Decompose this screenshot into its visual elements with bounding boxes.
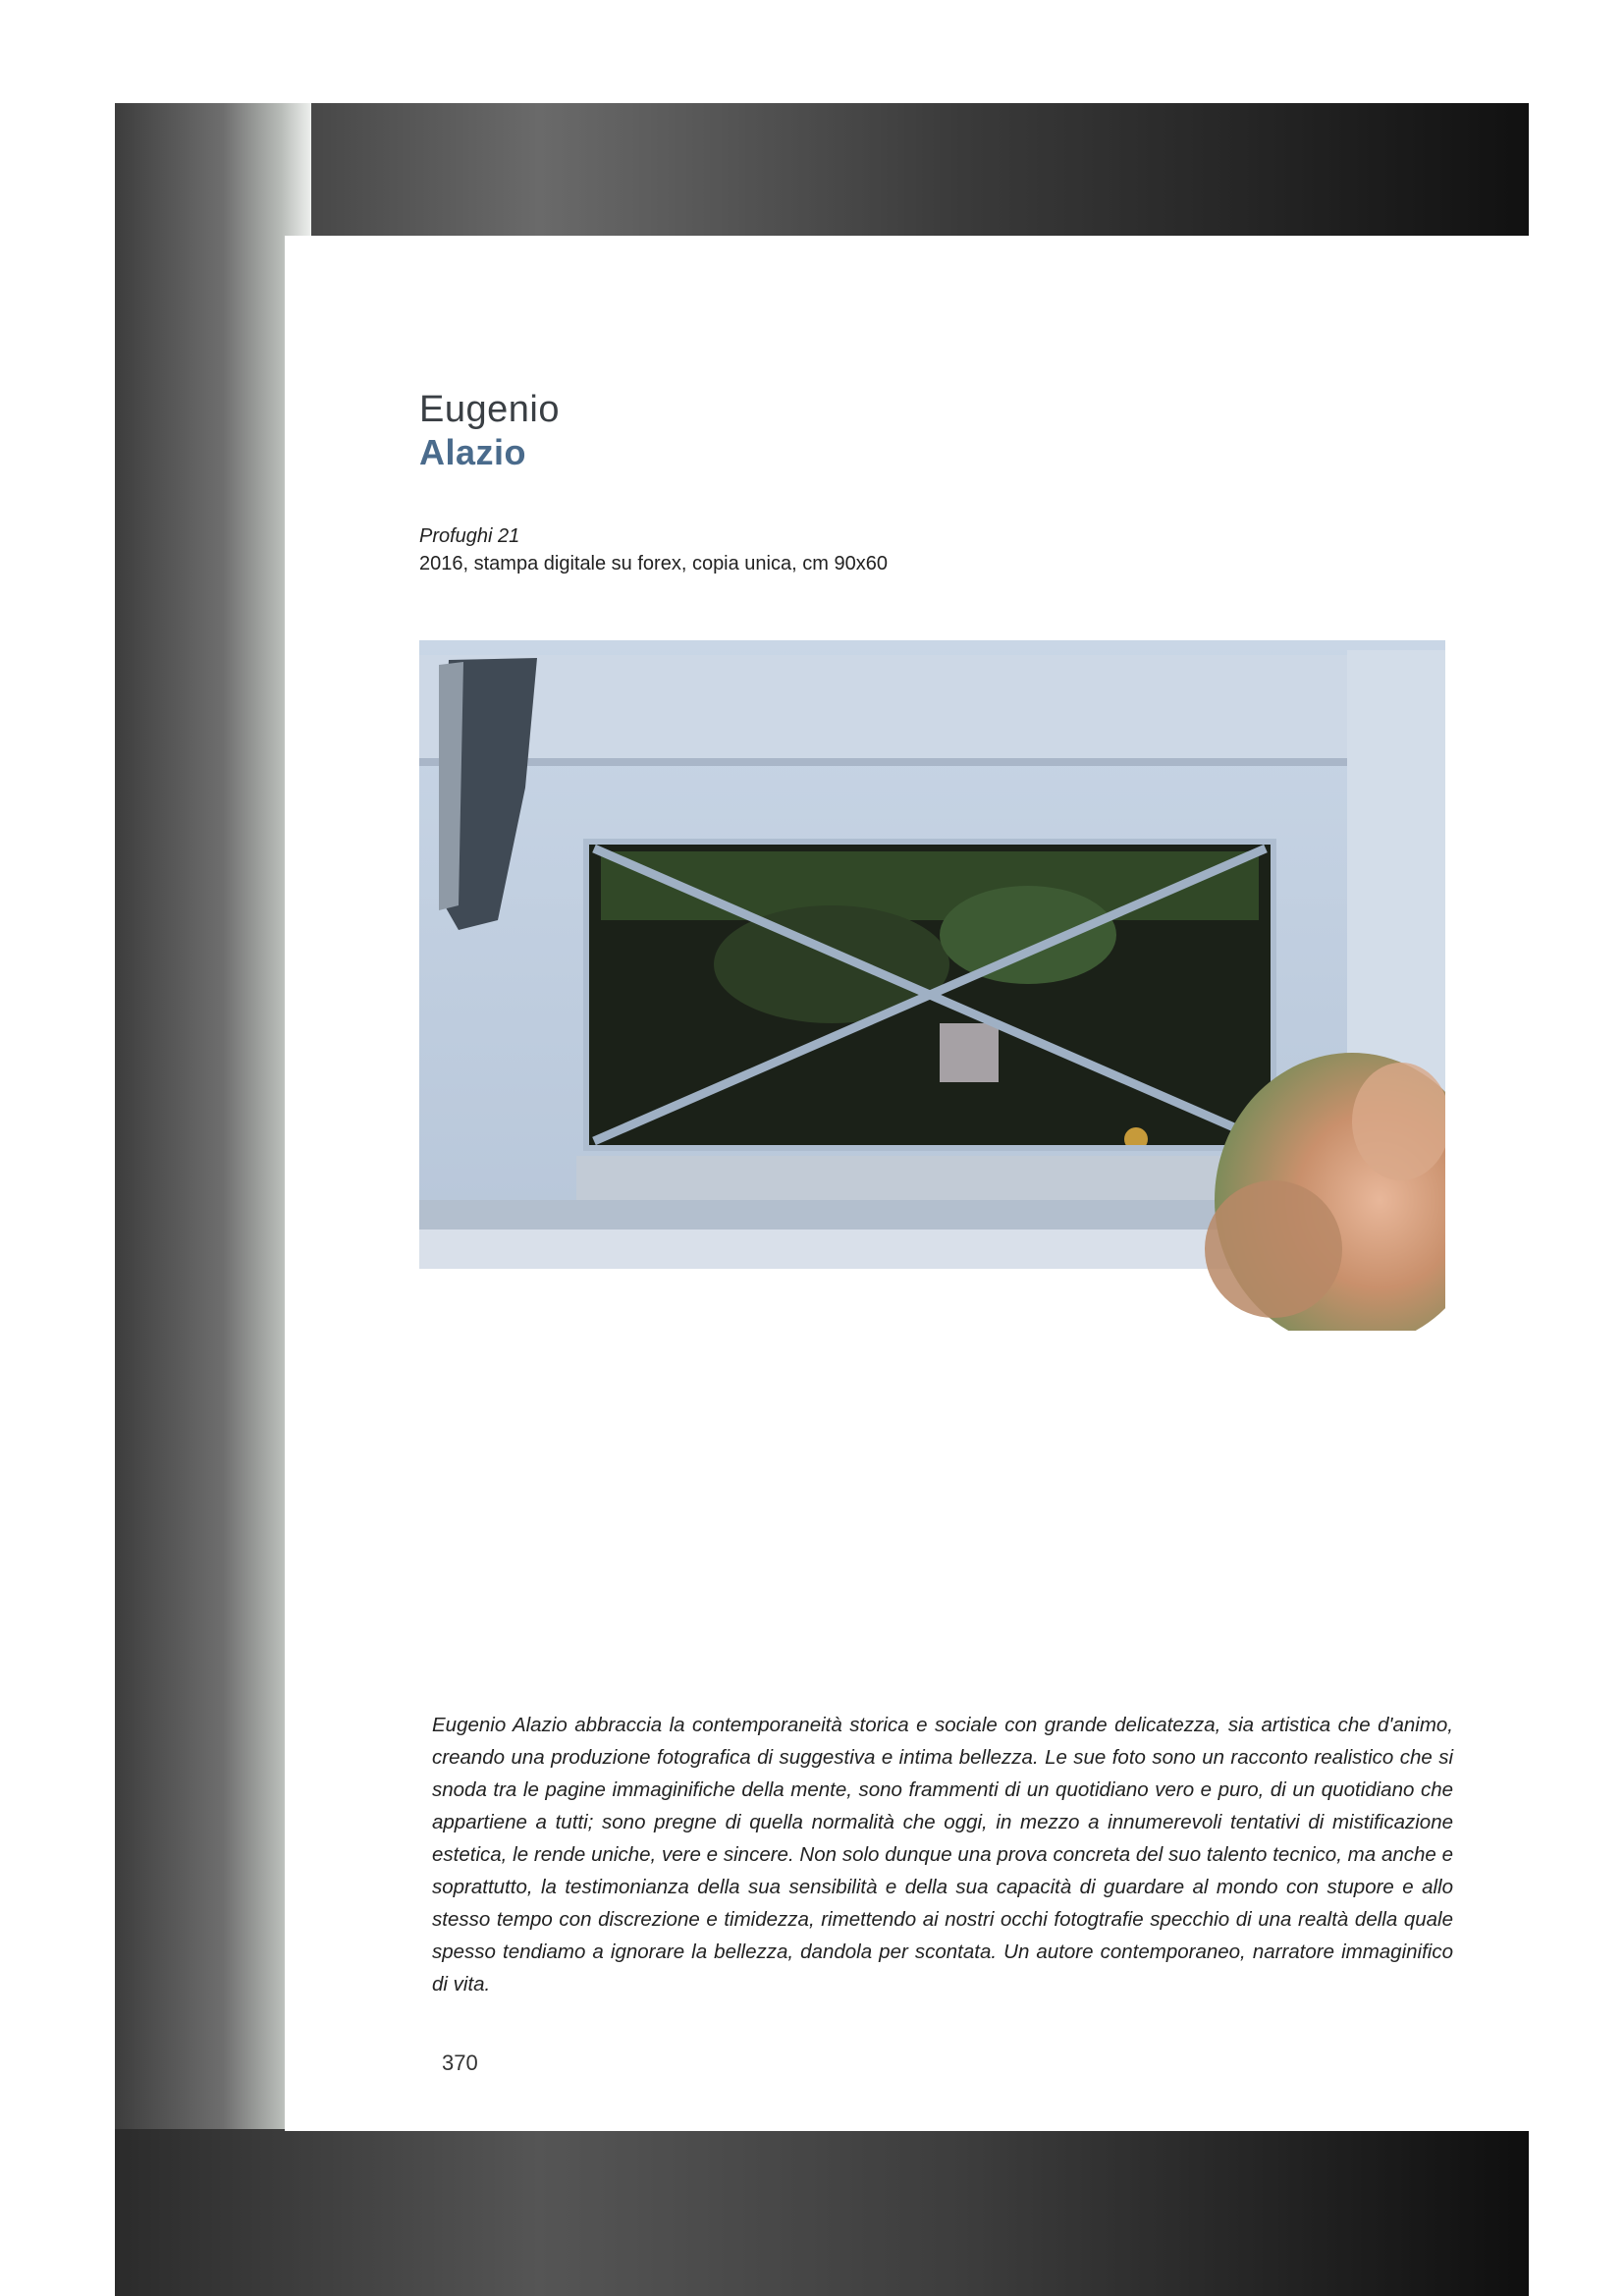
author-first-name: Eugenio xyxy=(419,389,560,430)
page-number: 370 xyxy=(442,2050,478,2075)
scan-shadow-top xyxy=(115,103,1529,246)
scan-shadow-left xyxy=(115,103,311,2296)
artwork-photo xyxy=(419,640,1445,1331)
author-last-name: Alazio xyxy=(419,432,527,472)
artist-description: Eugenio Alazio abbraccia la contemporaneità storica e sociale con grande delicatezza, sia artistica che d'animo, creando una produzione fotografica di suggestiva e intima bellezza. Le sue foto sono un racconto realistico che si snoda tra le pagine immaginifiche della mente, sono frammenti di un quotidiano vero e puro, di un quotidiano che appartiene a tutti; sono pregne di quella normalità che oggi, in mezzo a innumerevoli tentativi di mistificazione estetica, le rende uniche, vere e sincere. Non solo dunque una prova concreta del suo talento tecnico, ma anche e soprattutto, la testimonianza della sua sensibilità e della sua capacità di guardare al mondo con stupore e allo stesso tempo con discrezione e timidezza, rimettendo ai nostri occhi fotogtrafie specchio di una realtà della quale spesso tendiamo a ignorare la bellezza, dandola per scontata. Un autore contemporaneo, narratore immaginifico di vita. xyxy=(432,1714,1453,1995)
artwork-details: 2016, stampa digitale su forex, copia unica, cm 90x60 xyxy=(419,553,888,574)
scan-shadow-bottom xyxy=(115,2129,1529,2296)
artwork-title: Profughi 21 xyxy=(419,525,520,547)
